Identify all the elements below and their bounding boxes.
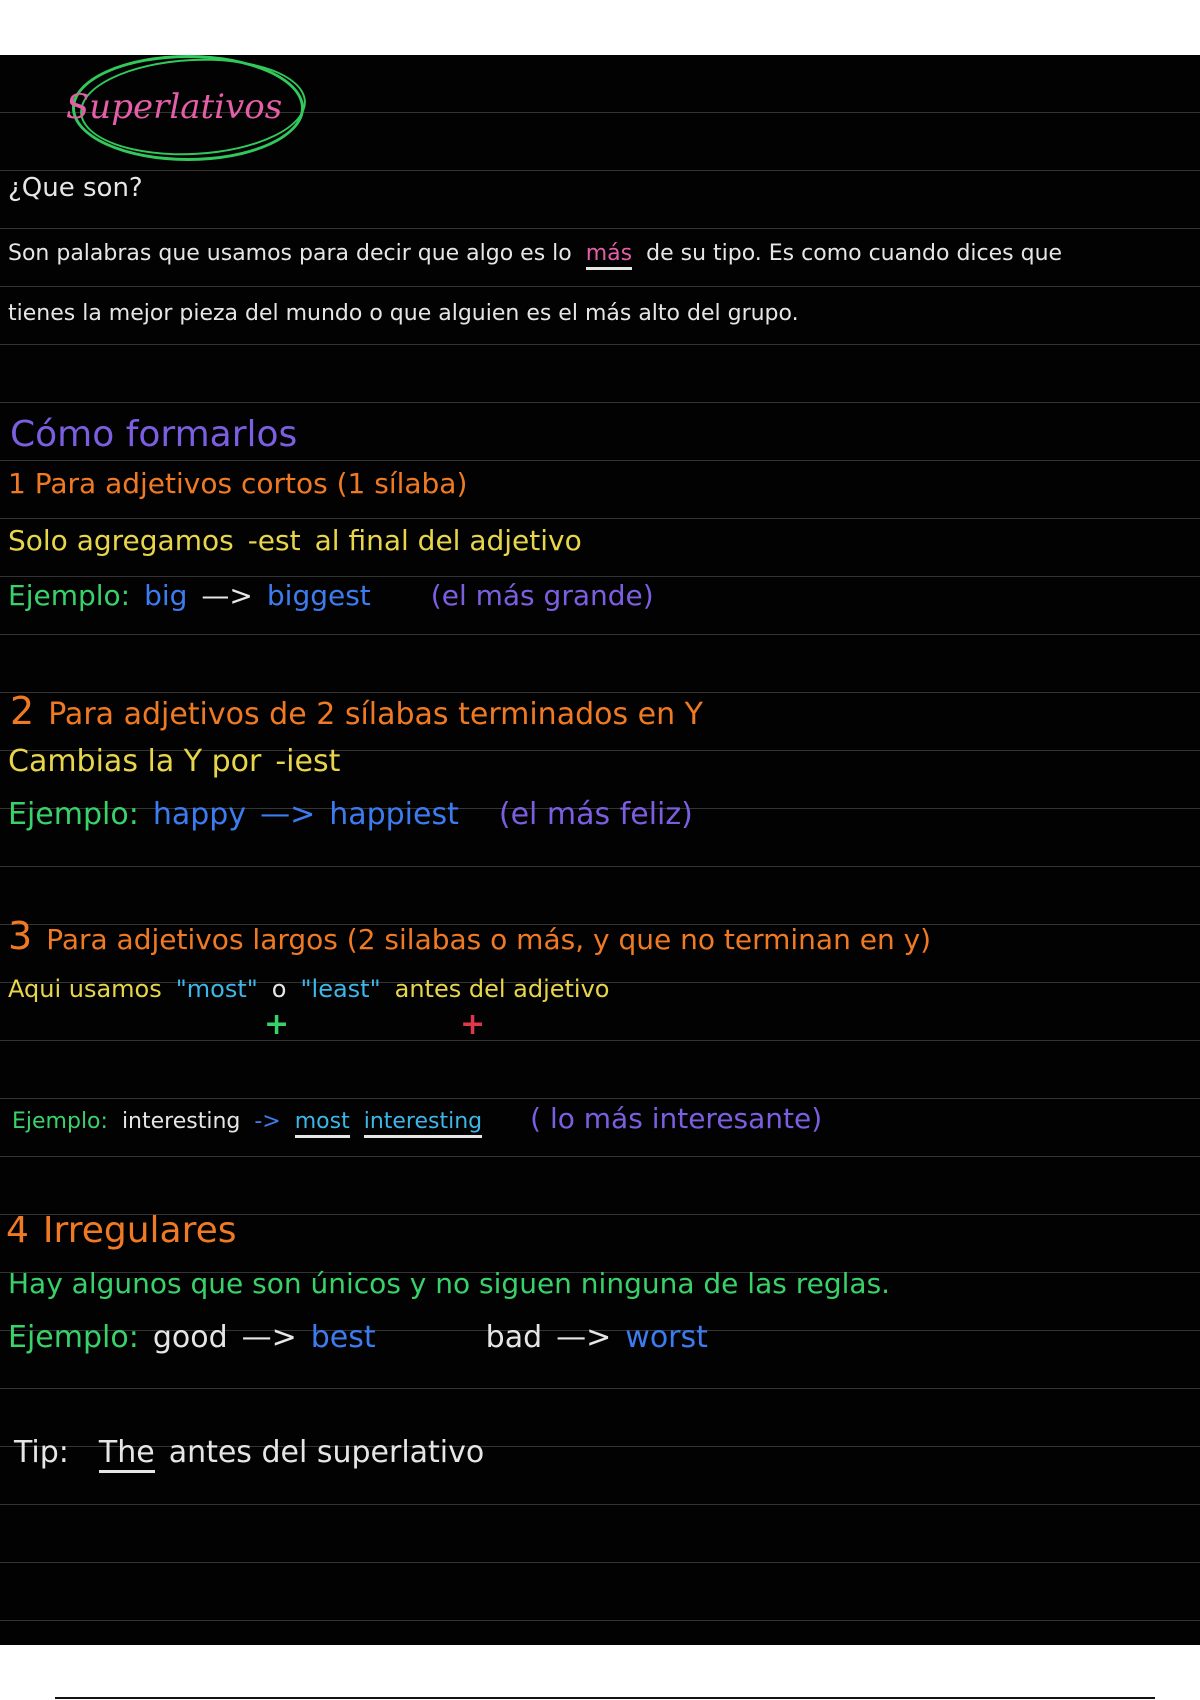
arrow-icon: —>: [241, 1320, 297, 1355]
rule4-example: [8, 1320, 708, 1355]
arrow-icon: —>: [260, 797, 316, 832]
rule3-number: 3: [8, 914, 33, 958]
or-word: o: [271, 975, 287, 1003]
definition-line-2: tienes la mejor pieza del mundo o que alguien es el más alto del grupo.: [8, 301, 799, 326]
rule1-desc-end: al final del adjetivo: [314, 524, 582, 557]
plus-mark: +: [264, 1007, 290, 1042]
page-title: Superlativos: [66, 87, 283, 127]
example-to-adjective: interesting: [364, 1111, 482, 1138]
rule4-description: Hay algunos que son únicos y no siguen ninguna de las reglas.: [8, 1267, 891, 1300]
definition-text: Son palabras que usamos para decir que algo es lo: [8, 241, 572, 266]
rule3-desc-text: Aqui usamos: [8, 975, 162, 1003]
example-from: interesting: [121, 1109, 241, 1134]
example-meaning: (el más grande): [430, 579, 654, 612]
rule2-title: [10, 689, 703, 733]
rule3-example: [12, 1102, 823, 1138]
rule3-desc-end: antes del adjetivo: [394, 975, 610, 1003]
definition-highlight: más: [586, 243, 632, 270]
example-from: big: [144, 579, 188, 612]
rule4-title: [6, 1210, 237, 1251]
rule2-description: [8, 744, 341, 779]
least-word: "least": [300, 975, 381, 1003]
example-to-most: most: [295, 1111, 350, 1138]
tip-label: Tip:: [14, 1435, 69, 1470]
example-to: biggest: [266, 579, 371, 612]
example-meaning: ( lo más interesante): [530, 1102, 823, 1135]
arrow-icon: ->: [254, 1109, 281, 1134]
how-heading: Cómo formarlos: [10, 414, 298, 455]
rule3-title-text: Para adjetivos largos (2 silabas o más, y que no terminan en y): [46, 923, 932, 956]
example-from: happy: [152, 797, 247, 832]
rule3-title: [8, 914, 932, 958]
most-word: "most": [175, 975, 258, 1003]
plus-mark-red: +: [460, 1007, 486, 1042]
rule2-number: 2: [10, 689, 35, 733]
rule2-title-text: Para adjetivos de 2 sílabas terminados en Y: [48, 697, 703, 732]
definition-text-end: de su tipo. Es como cuando dices que: [646, 241, 1063, 266]
bottom-divider: [55, 1697, 1155, 1699]
rule1-desc-text: Solo agregamos: [8, 524, 234, 557]
rule1-example: [8, 579, 654, 612]
rule1-title: 1 Para adjetivos cortos (1 sílaba): [8, 467, 468, 500]
tip-line: [14, 1435, 485, 1473]
example-meaning: (el más feliz): [498, 797, 693, 832]
rule4-title-text: Irregulares: [42, 1210, 237, 1251]
tip-the: The: [99, 1438, 155, 1473]
rule1-description: [8, 524, 582, 557]
rule2-suffix: -iest: [275, 744, 341, 779]
arrow-icon: —>: [201, 579, 253, 612]
what-heading: ¿Que son?: [8, 173, 143, 203]
rule1-suffix: -est: [247, 524, 301, 557]
notebook-page: [0, 55, 1200, 1645]
example-label: Ejemplo:: [8, 797, 139, 832]
example-worst: worst: [625, 1320, 708, 1355]
example-to: happiest: [329, 797, 459, 832]
example-label: Ejemplo:: [12, 1109, 108, 1134]
tip-text: antes del superlativo: [168, 1435, 485, 1470]
rule4-number: 4: [6, 1210, 29, 1251]
example-good: good: [152, 1320, 228, 1355]
example-label: Ejemplo:: [8, 1320, 139, 1355]
rule3-description: [8, 977, 610, 1001]
arrow-icon: —>: [556, 1320, 612, 1355]
definition-line-1: [8, 243, 1062, 270]
example-label: Ejemplo:: [8, 579, 131, 612]
rule2-desc-text: Cambias la Y por: [8, 744, 262, 779]
rule2-example: [8, 797, 693, 832]
example-best: best: [310, 1320, 376, 1355]
example-bad: bad: [485, 1320, 543, 1355]
